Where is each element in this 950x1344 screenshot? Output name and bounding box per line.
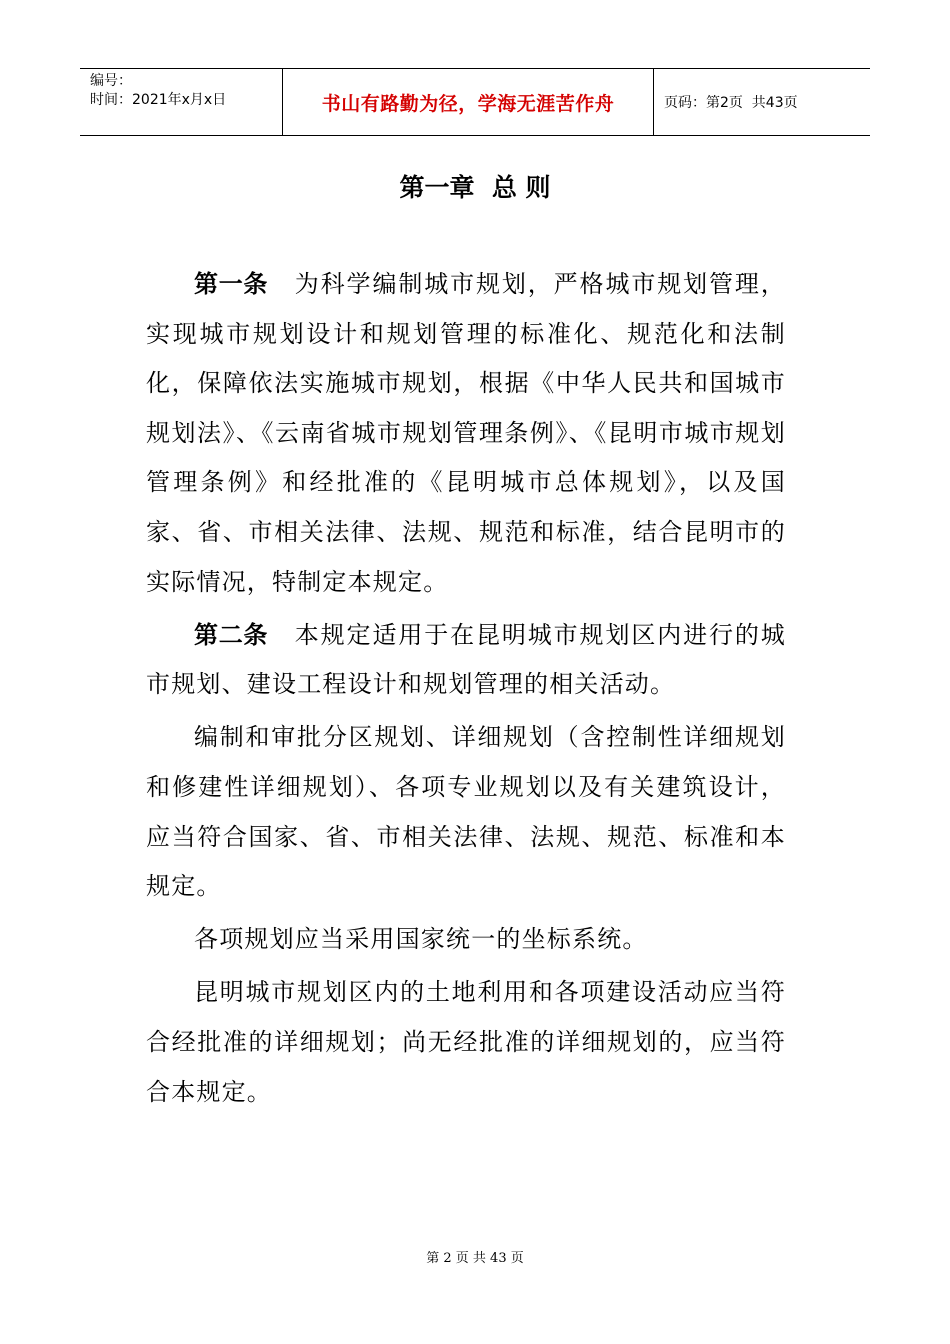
body-paragraph: 编制和审批分区规划、详细规划（含控制性详细规划和修建性详细规划）、各项专业规划以及有关建筑设计，应当符合国家、省、市相关法律、法规、规范、标准和本规定。: [146, 723, 786, 901]
chapter-title: 第一章 总 则: [399, 173, 551, 202]
article-text: 为科学编制城市规划，严格城市规划管理，实现城市规划设计和规划管理的标准化、规范化和法制化，保障依法实施城市规划，根据《中华人民共和国城市规划法》、《云南省城市规划管理条例》、《昆明市城市规划管理条例》和经批准的《昆明城市总体规划》，以及国家、省、市相关法律、法规、规范和标准，结合昆明市的实际情况，特制定本规定。: [146, 270, 786, 596]
article-paragraph: [146, 260, 786, 607]
document-body: [146, 260, 786, 1121]
header-motto: 书山有路勤为径，学海无涯苦作舟: [282, 69, 654, 135]
header-page-info-cell: [654, 69, 870, 135]
article-label: 第二条: [194, 620, 269, 649]
document-time-label: 时间：2021年x月x日: [90, 92, 227, 108]
article-label: 第一条: [194, 270, 269, 298]
header-meta: [80, 69, 282, 135]
body-paragraph: 昆明城市规划区内的土地利用和各项建设活动应当符合经批准的详细规划；尚无经批准的详细规划的，应当符合本规定。: [146, 978, 786, 1106]
document-header: [80, 68, 870, 136]
document-number-label: 编号：: [90, 73, 132, 89]
article-text: 本规定适用于在昆明城市规划区内进行的城市规划、建设工程设计和规划管理的相关活动。: [146, 620, 786, 699]
header-page-info: 页码：第2页 共43页: [664, 95, 798, 111]
page-footer: 第 2 页 共 43 页: [426, 1251, 524, 1266]
body-paragraph: 各项规划应当采用国家统一的坐标系统。: [194, 925, 648, 954]
article-paragraph: [146, 611, 786, 710]
